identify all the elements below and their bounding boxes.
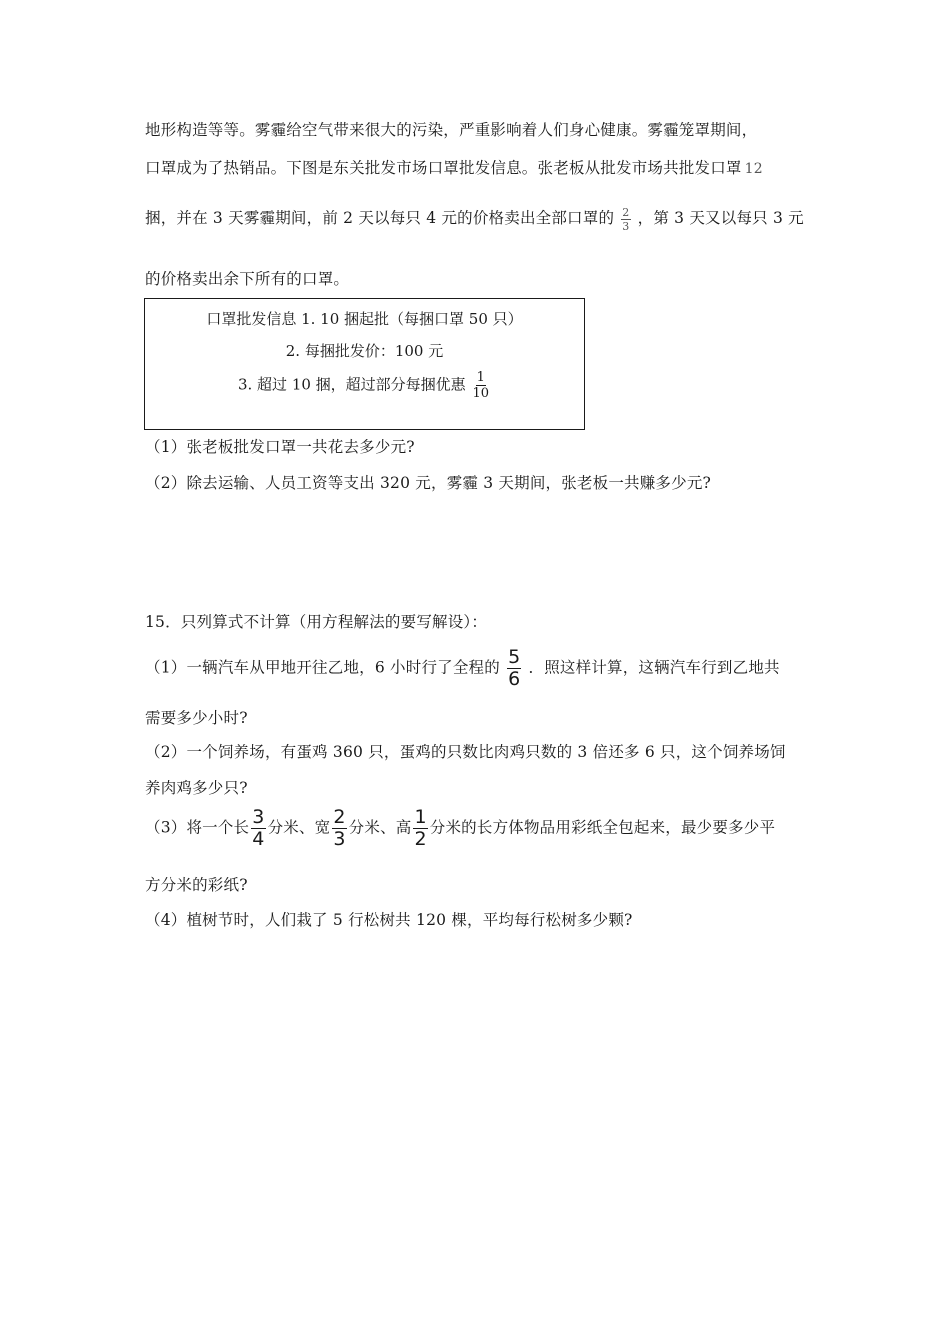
p14-line-2 (145, 156, 763, 178)
info-box-line-2: 2. 每捆批发价：100 元 (285, 342, 444, 360)
p14-line-4: 的价格卖出余下所有的口罩。 (145, 270, 350, 288)
fraction-one-half (413, 808, 427, 849)
fraction-five-sixths (507, 648, 521, 689)
fraction-numerator: 1 (414, 806, 427, 828)
fraction-numerator: 2 (622, 205, 630, 219)
p15-q2-line-2: 养肉鸡多少只? (145, 779, 248, 797)
fraction-denominator: 3 (333, 828, 346, 850)
fraction-denominator: 4 (252, 828, 265, 850)
fraction-denominator: 3 (622, 219, 630, 233)
wholesale-info-box (144, 298, 585, 430)
fraction-two-thirds (621, 207, 630, 232)
fraction-denominator: 6 (508, 668, 521, 690)
p15-q3-d: 分米的长方体物品用彩纸全包起来，最少要多少平 (429, 818, 776, 837)
fraction-denominator: 2 (414, 828, 427, 850)
p15-question-4: （4）植树节时，人们栽了 5 行松树共 120 棵，平均每行松树多少颗? (145, 911, 633, 929)
fraction-numerator: 2 (333, 806, 346, 828)
p14-line-2-text: 口罩成为了热销品。下图是东关批发市场口罩批发信息。张老板从批发市场共批发口罩 (145, 159, 742, 177)
p15-q1-line-2: 需要多少小时? (145, 709, 248, 727)
p14-question-2: （2）除去运输、人员工资等支出 320 元，雾霾 3 天期间，张老板一共赚多少元? (145, 474, 712, 492)
p15-question-1 (145, 648, 780, 689)
p14-line-3-post: ，第 3 天又以每只 3 元 (637, 209, 804, 227)
p15-q1-pre: （1）一辆汽车从甲地开往乙地，6 小时行了全程的 (145, 658, 500, 677)
p15-q3-line-2: 方分米的彩纸? (145, 876, 248, 894)
p15-question-3 (145, 808, 775, 849)
p14-line-3-pre: 捆，并在 3 天雾霾期间，前 2 天以每只 4 元的价格卖出全部口罩的 (145, 209, 615, 227)
p15-q1-post: ．照这样计算，这辆汽车行到乙地共 (528, 658, 780, 677)
fraction-three-quarters (251, 808, 265, 849)
info-box-line-3-text: 3. 超过 10 捆，超过部分每捆优惠 (237, 375, 466, 394)
p15-question-2: （2）一个饲养场，有蛋鸡 360 只，蛋鸡的只数比肉鸡只数的 3 倍还多 6 只，这个饲养场饲 (145, 743, 786, 761)
fraction-numerator: 1 (476, 370, 485, 385)
fraction-numerator: 3 (252, 806, 265, 828)
info-box-line-1: 口罩批发信息 1. 10 捆起批（每捆口罩 50 只） (206, 310, 523, 328)
p14-line-1: 地形构造等等。雾霾给空气带来很大的污染，严重影响着人们身心健康。雾霾笼罩期间， (145, 121, 758, 139)
p15-q3-a: （3）将一个长 (145, 818, 250, 837)
fraction-two-thirds (332, 808, 346, 849)
info-box-line-3 (145, 371, 584, 400)
fraction-denominator: 10 (472, 386, 490, 401)
p14-line-3 (145, 206, 804, 232)
p15-q3-b: 分米、宽 (267, 818, 331, 837)
fraction-one-tenth (472, 371, 489, 400)
fraction-numerator: 5 (508, 646, 521, 668)
p15-q3-c: 分米、高 (348, 818, 412, 837)
p14-question-1: （1）张老板批发口罩一共花去多少元? (145, 438, 415, 456)
p14-line-2-number: 12 (744, 161, 763, 177)
p15-header: 15．只列算式不计算（用方程解法的要写解设）： (145, 613, 488, 631)
